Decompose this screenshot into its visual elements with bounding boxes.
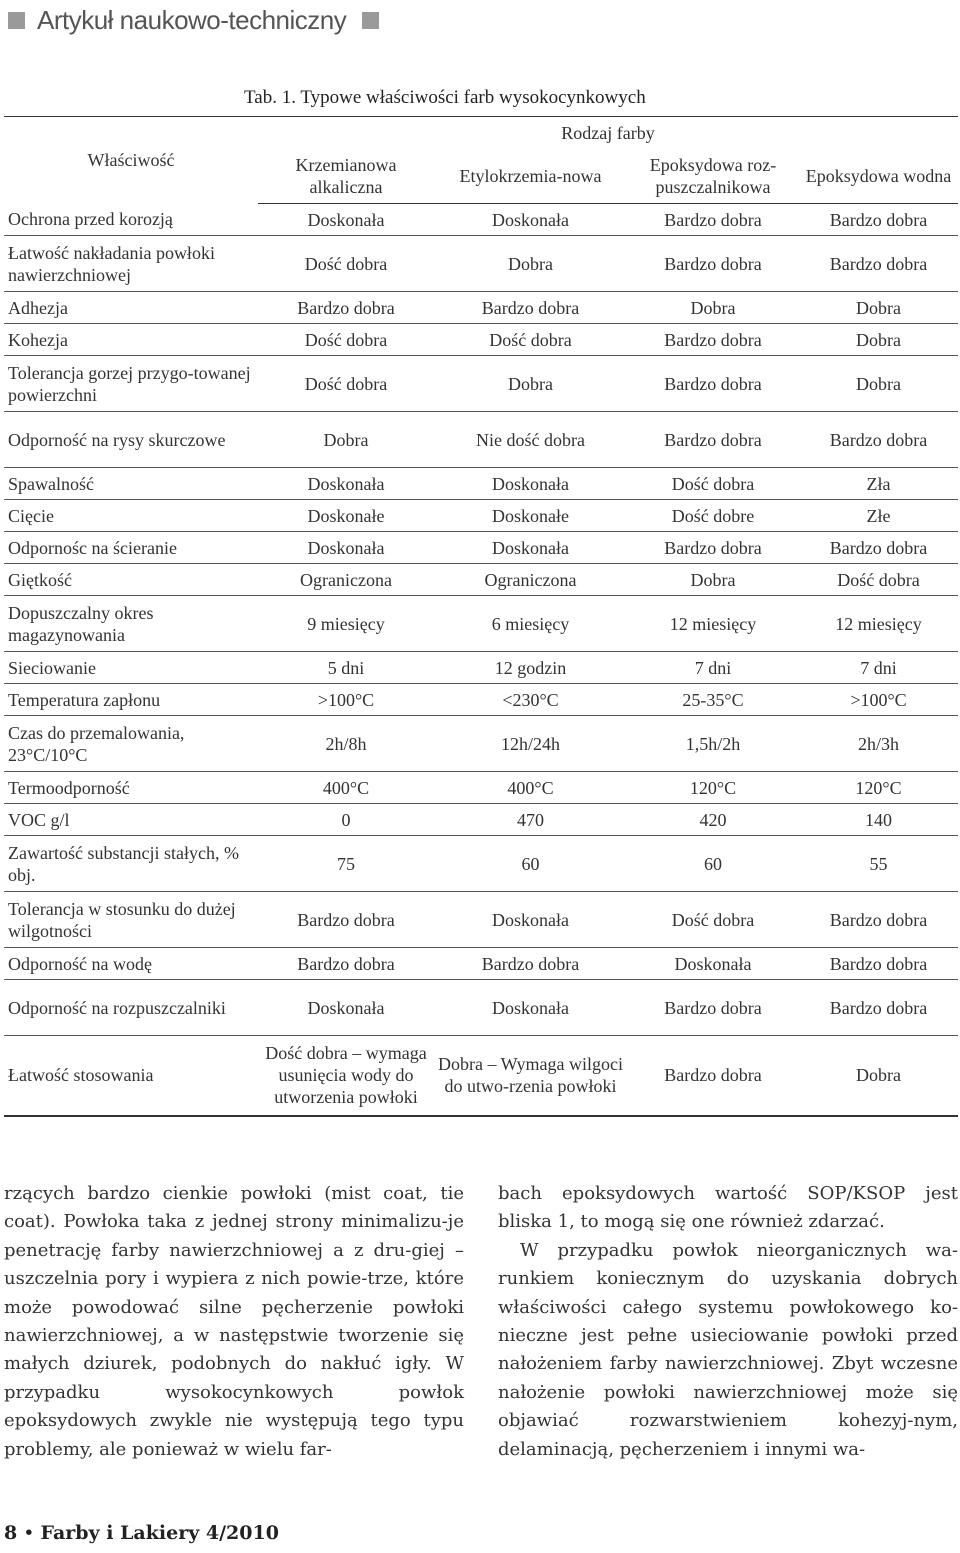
property-cell: Tolerancja gorzej przygo-towanej powierzchni: [4, 356, 258, 412]
value-cell: 6 miesięcy: [434, 596, 627, 652]
property-cell: Łatwość stosowania: [4, 1036, 258, 1116]
value-cell: Bardzo dobra: [799, 532, 958, 564]
property-cell: Odporność na rozpuszczalniki: [4, 980, 258, 1036]
table-caption: Tab. 1. Typowe właściwości farb wysokocynkowych: [244, 87, 646, 108]
property-header: Właściwość: [4, 117, 258, 204]
value-cell: Dobra: [799, 324, 958, 356]
value-cell: Zła: [799, 468, 958, 500]
value-cell: Doskonała: [434, 892, 627, 948]
value-cell: Złe: [799, 500, 958, 532]
value-cell: Nie dość dobra: [434, 412, 627, 468]
table-row: [4, 324, 958, 356]
value-cell: >100°C: [258, 684, 434, 716]
property-cell: Temperatura zapłonu: [4, 684, 258, 716]
value-cell: 12 godzin: [434, 652, 627, 684]
paragraph: rzących bardzo cienkie powłoki (mist coat, tie coat). Powłoka taka z jednej strony minimalizu-je penetrację farby nawierzchniowej a z dru-giej – uszczelnia pory i wypiera z nich powie-trze, które może powodować silne pęcherzenie powłoki nawierzchniowej, a w następstwie tworzenie się małych dziurek, podobnych do nakłuć igły. W przypadku wysokocynkowych powłok epoksydowych zwykle nie występują tego typu problemy, ale ponieważ w wielu far-: [4, 1183, 464, 1460]
table-row: [4, 236, 958, 292]
value-cell: Doskonała: [434, 468, 627, 500]
value-cell: 2h/3h: [799, 716, 958, 772]
value-cell: Bardzo dobra: [627, 1036, 799, 1116]
property-cell: Odporność na wodę: [4, 948, 258, 980]
value-cell: 12 miesięcy: [799, 596, 958, 652]
value-cell: Doskonała: [258, 532, 434, 564]
value-cell: Dość dobre: [627, 500, 799, 532]
value-cell: 0: [258, 804, 434, 836]
value-cell: 5 dni: [258, 652, 434, 684]
value-cell: Doskonałe: [434, 500, 627, 532]
value-cell: Bardzo dobra: [627, 980, 799, 1036]
value-cell: >100°C: [799, 684, 958, 716]
value-cell: Doskonała: [258, 468, 434, 500]
table-row: [4, 716, 958, 772]
property-cell: Ochrona przed korozją: [4, 204, 258, 236]
property-cell: Giętkość: [4, 564, 258, 596]
value-cell: Dobra: [799, 356, 958, 412]
property-cell: Sieciowanie: [4, 652, 258, 684]
property-cell: Czas do przemalowania, 23°C/10°C: [4, 716, 258, 772]
value-cell: Dobra: [799, 1036, 958, 1116]
value-cell: 470: [434, 804, 627, 836]
value-cell: Bardzo dobra: [627, 204, 799, 236]
table-row: [4, 596, 958, 652]
table-row: [4, 804, 958, 836]
table-row: [4, 500, 958, 532]
value-cell: Dość dobra: [799, 564, 958, 596]
page-header: [8, 2, 379, 38]
value-cell: Dość dobra: [627, 892, 799, 948]
table-row: [4, 892, 958, 948]
value-cell: Dość dobra: [258, 356, 434, 412]
value-cell: Dobra – Wymaga wilgoci do utwo-rzenia powłoki: [434, 1036, 627, 1116]
value-cell: 120°C: [627, 772, 799, 804]
value-cell: 25-35°C: [627, 684, 799, 716]
value-cell: Bardzo dobra: [799, 892, 958, 948]
table-row: [4, 292, 958, 324]
value-cell: Bardzo dobra: [627, 324, 799, 356]
value-cell: 12 miesięcy: [627, 596, 799, 652]
table-row: [4, 356, 958, 412]
value-cell: 60: [627, 836, 799, 892]
value-cell: Dobra: [799, 292, 958, 324]
paragraph: bach epoksydowych wartość SOP/KSOP jest bliska 1, to mogą się one również zdarzać.: [498, 1183, 958, 1233]
table-body: [4, 204, 958, 1116]
value-cell: <230°C: [434, 684, 627, 716]
table-row: [4, 412, 958, 468]
value-cell: Bardzo dobra: [799, 236, 958, 292]
property-cell: Spawalność: [4, 468, 258, 500]
value-cell: Bardzo dobra: [258, 892, 434, 948]
property-cell: Odporność na rysy skurczowe: [4, 412, 258, 468]
value-cell: Dość dobra: [627, 468, 799, 500]
value-cell: 400°C: [434, 772, 627, 804]
group-header: Rodzaj farby: [258, 117, 958, 149]
value-cell: Bardzo dobra: [799, 980, 958, 1036]
property-cell: VOC g/l: [4, 804, 258, 836]
table-row: [4, 836, 958, 892]
value-cell: Bardzo dobra: [627, 412, 799, 468]
value-cell: 120°C: [799, 772, 958, 804]
property-cell: Tolerancja w stosunku do dużej wilgotności: [4, 892, 258, 948]
table-row: [4, 532, 958, 564]
value-cell: Doskonała: [627, 948, 799, 980]
page-number: 8: [4, 1522, 18, 1544]
section-title: Artykuł naukowo-techniczny: [37, 4, 347, 35]
value-cell: Doskonała: [258, 204, 434, 236]
square-bullet-icon: [8, 12, 25, 29]
bullet-icon: •: [23, 1522, 41, 1544]
table-row: [4, 980, 958, 1036]
property-cell: Cięcie: [4, 500, 258, 532]
value-cell: Bardzo dobra: [799, 948, 958, 980]
value-cell: Bardzo dobra: [627, 356, 799, 412]
property-cell: Dopuszczalny okres magazynowania: [4, 596, 258, 652]
value-cell: Dość dobra: [258, 236, 434, 292]
table-row: [4, 772, 958, 804]
value-cell: Bardzo dobra: [627, 532, 799, 564]
journal-name: Farby i Lakiery 4/2010: [40, 1522, 279, 1544]
value-cell: Dość dobra – wymaga usunięcia wody do utworzenia powłoki: [258, 1036, 434, 1116]
value-cell: 1,5h/2h: [627, 716, 799, 772]
value-cell: 140: [799, 804, 958, 836]
value-cell: Doskonała: [258, 980, 434, 1036]
column-header: Etylokrzemia-nowa: [434, 149, 627, 204]
value-cell: Dobra: [627, 564, 799, 596]
table-row: [4, 468, 958, 500]
article-body: [4, 1180, 958, 1464]
table-row: [4, 652, 958, 684]
value-cell: Ograniczona: [434, 564, 627, 596]
paragraph: W przypadku powłok nieorganicznych wa-runkiem koniecznym do uzyskania dobrych właściwości całego systemu powłokowego ko-nieczne jest pełne usieciowanie powłoki przed nałożeniem farby nawierzchniowej. Zbyt wczesne nałożenie powłoki nawierzchniowej może się objawiać rozwarstwieniem kohezyj-nym, delaminacją, pęcherzeniem i innymi wa-: [498, 1239, 958, 1460]
value-cell: Doskonała: [434, 204, 627, 236]
value-cell: Bardzo dobra: [258, 292, 434, 324]
value-cell: Bardzo dobra: [434, 292, 627, 324]
value-cell: Doskonała: [434, 980, 627, 1036]
properties-table: [4, 116, 958, 1117]
value-cell: 55: [799, 836, 958, 892]
value-cell: Bardzo dobra: [434, 948, 627, 980]
property-cell: Kohezja: [4, 324, 258, 356]
value-cell: Dobra: [258, 412, 434, 468]
value-cell: Doskonała: [434, 532, 627, 564]
property-cell: Termoodporność: [4, 772, 258, 804]
value-cell: 7 dni: [627, 652, 799, 684]
value-cell: Doskonałe: [258, 500, 434, 532]
value-cell: Ograniczona: [258, 564, 434, 596]
value-cell: 60: [434, 836, 627, 892]
property-cell: Adhezja: [4, 292, 258, 324]
value-cell: Dobra: [434, 356, 627, 412]
column-header: Epoksydowa wodna: [799, 149, 958, 204]
value-cell: Bardzo dobra: [799, 412, 958, 468]
value-cell: 9 miesięcy: [258, 596, 434, 652]
square-bullet-icon: [362, 12, 379, 29]
column-header: Epoksydowa roz-puszczalnikowa: [627, 149, 799, 204]
text-column-right: [498, 1180, 958, 1464]
value-cell: 400°C: [258, 772, 434, 804]
value-cell: Dość dobra: [258, 324, 434, 356]
table-row: [4, 948, 958, 980]
table-row: [4, 1036, 958, 1116]
value-cell: Bardzo dobra: [799, 204, 958, 236]
value-cell: Dobra: [434, 236, 627, 292]
value-cell: Dość dobra: [434, 324, 627, 356]
property-cell: Łatwość nakładania powłoki nawierzchniowej: [4, 236, 258, 292]
value-cell: Bardzo dobra: [258, 948, 434, 980]
property-cell: Zawartość substancji stałych, % obj.: [4, 836, 258, 892]
property-cell: Odpornośc na ścieranie: [4, 532, 258, 564]
table-row: [4, 564, 958, 596]
value-cell: 420: [627, 804, 799, 836]
value-cell: 12h/24h: [434, 716, 627, 772]
column-header: Krzemianowa alkaliczna: [258, 149, 434, 204]
value-cell: 7 dni: [799, 652, 958, 684]
value-cell: Dobra: [627, 292, 799, 324]
value-cell: 75: [258, 836, 434, 892]
value-cell: 2h/8h: [258, 716, 434, 772]
table-row: [4, 204, 958, 236]
value-cell: Bardzo dobra: [627, 236, 799, 292]
text-column-left: [4, 1180, 464, 1464]
page-footer: [4, 1522, 279, 1544]
table-row: [4, 684, 958, 716]
